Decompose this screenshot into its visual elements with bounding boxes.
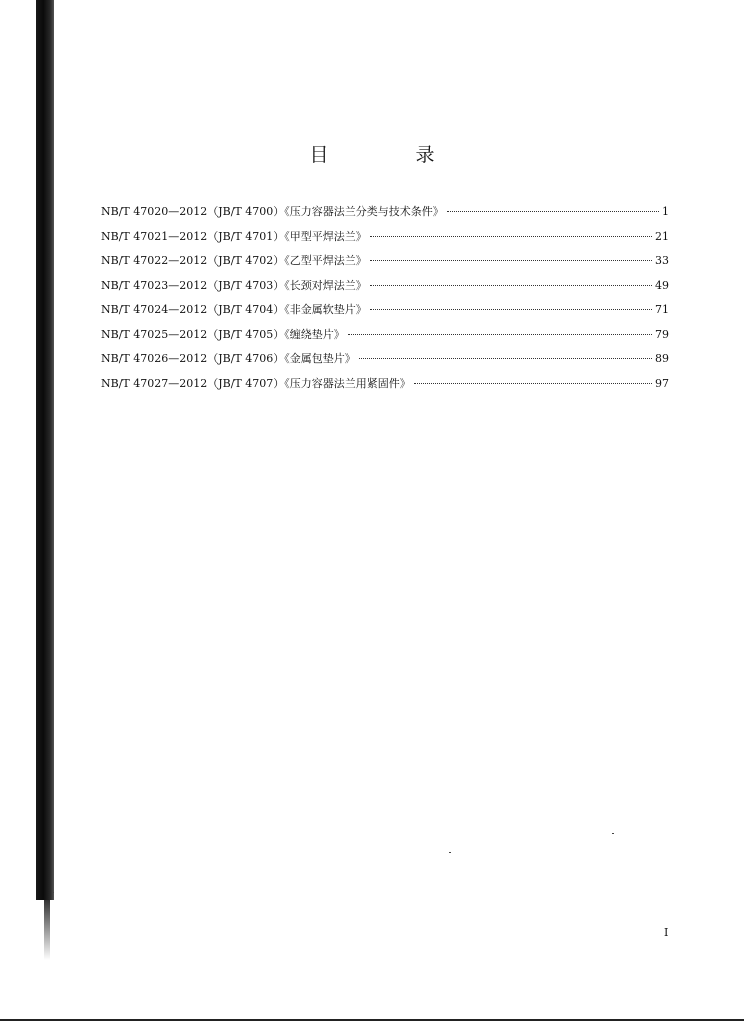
toc-page-number: 49 bbox=[655, 278, 669, 292]
toc-entry[interactable] bbox=[101, 298, 669, 323]
toc-entry-text: NB/T 47022—2012（JB/T 4702）《乙型平焊法兰》 bbox=[101, 254, 367, 267]
toc-entry-text: NB/T 47026—2012（JB/T 4706）《金属包垫片》 bbox=[101, 352, 356, 365]
toc-leader-dots bbox=[370, 260, 652, 261]
toc-page-number: 71 bbox=[655, 303, 669, 316]
toc-leader-dots bbox=[359, 358, 652, 359]
toc-page-number: 1 bbox=[662, 205, 669, 218]
toc-entry[interactable] bbox=[101, 347, 669, 372]
table-of-contents bbox=[101, 200, 669, 396]
toc-page-number: 89 bbox=[655, 352, 669, 365]
toc-entry[interactable] bbox=[101, 225, 669, 250]
scan-binding-edge bbox=[36, 0, 54, 900]
scan-binding-fade bbox=[44, 900, 50, 960]
page-folio-number: I bbox=[664, 926, 669, 939]
toc-entry-text: NB/T 47027—2012（JB/T 4707）《压力容器法兰用紧固件》 bbox=[101, 376, 411, 390]
toc-entry[interactable] bbox=[101, 200, 669, 225]
scan-speck bbox=[52, 892, 54, 893]
toc-entry-text: NB/T 47020—2012（JB/T 4700）《压力容器法兰分类与技术条件》 bbox=[101, 205, 444, 218]
toc-page-number: 21 bbox=[655, 229, 669, 243]
toc-leader-dots bbox=[414, 383, 652, 384]
toc-entry[interactable] bbox=[101, 274, 669, 299]
toc-entry-text: NB/T 47023—2012（JB/T 4703）《长颈对焊法兰》 bbox=[101, 278, 367, 292]
toc-entry[interactable] bbox=[101, 249, 669, 274]
scan-speck bbox=[449, 852, 451, 853]
toc-entry[interactable] bbox=[101, 323, 669, 348]
toc-page-number: 33 bbox=[655, 254, 669, 267]
toc-entry[interactable] bbox=[101, 372, 669, 397]
scan-bottom-edge bbox=[0, 1019, 744, 1021]
toc-leader-dots bbox=[370, 236, 652, 237]
toc-entry-text: NB/T 47024—2012（JB/T 4704）《非金属软垫片》 bbox=[101, 303, 367, 316]
toc-leader-dots bbox=[447, 211, 659, 212]
toc-leader-dots bbox=[370, 285, 652, 286]
page-title: 目 录 bbox=[309, 144, 469, 166]
toc-leader-dots bbox=[370, 309, 652, 310]
scan-speck bbox=[612, 833, 614, 834]
toc-page-number: 97 bbox=[655, 376, 669, 390]
toc-page-number: 79 bbox=[655, 327, 669, 341]
toc-leader-dots bbox=[348, 334, 652, 335]
toc-entry-text: NB/T 47025—2012（JB/T 4705）《缠绕垫片》 bbox=[101, 327, 345, 341]
toc-entry-text: NB/T 47021—2012（JB/T 4701）《甲型平焊法兰》 bbox=[101, 229, 367, 243]
